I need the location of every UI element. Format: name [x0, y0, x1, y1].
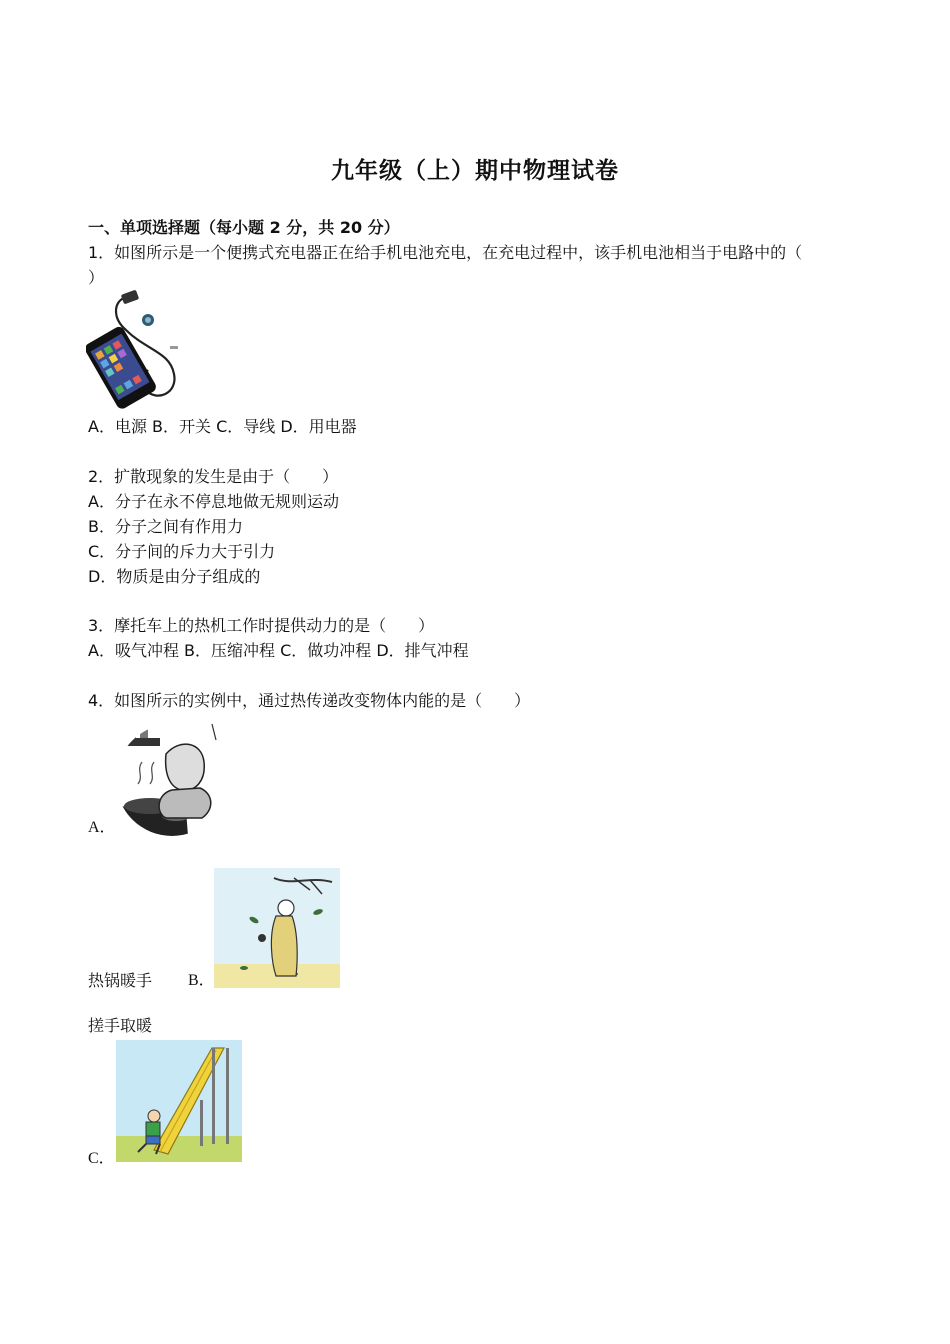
q1-charger-figure: [86, 290, 196, 412]
q2-option-a: A．分子在永不停息地做无规则运动: [88, 492, 339, 511]
q1-stem-line1: 1．如图所示是一个便携式充电器正在给手机电池充电，在充电过程中，该手机电池相当于电路中的（: [88, 243, 803, 262]
q3-options: A．吸气冲程 B．压缩冲程 C．做功冲程 D．排气冲程: [88, 641, 469, 660]
q1-options: A．电源 B．开关 C．导线 D．用电器: [88, 417, 357, 436]
q4-figure-b-rubbing-hands: [214, 868, 340, 988]
q2-option-c: C．分子间的斥力大于引力: [88, 542, 276, 561]
q4-figure-c-slide: [116, 1040, 242, 1162]
section-heading: 一、单项选择题（每小题 2 分，共 20 分）: [88, 218, 400, 237]
page-title: 九年级（上）期中物理试卷: [331, 158, 619, 184]
usb-plug-icon: [121, 290, 139, 304]
phone-icon: [86, 325, 158, 411]
q4-option-c-letter: C．: [88, 1150, 115, 1167]
q2-option-b: B．分子之间有作用力: [88, 517, 243, 536]
screw-icon: [170, 346, 178, 349]
q4-stem: 4．如图所示的实例中，通过热传递改变物体内能的是（ ）: [88, 691, 531, 710]
q4-option-a-letter: A．: [88, 819, 116, 836]
q2-stem: 2．扩散现象的发生是由于（ ）: [88, 467, 339, 486]
q4-option-a-caption: 热锅暖手: [88, 971, 153, 990]
q4-option-b-letter: B．: [188, 972, 215, 989]
q2-option-d: D．物质是由分子组成的: [88, 567, 261, 586]
q1-stem-line2: ）: [88, 268, 105, 287]
q4-figure-a-hot-pot: [116, 714, 222, 836]
q3-stem: 3．摩托车上的热机工作时提供动力的是（ ）: [88, 616, 435, 635]
q4-option-b-caption: 搓手取暖: [88, 1016, 153, 1035]
